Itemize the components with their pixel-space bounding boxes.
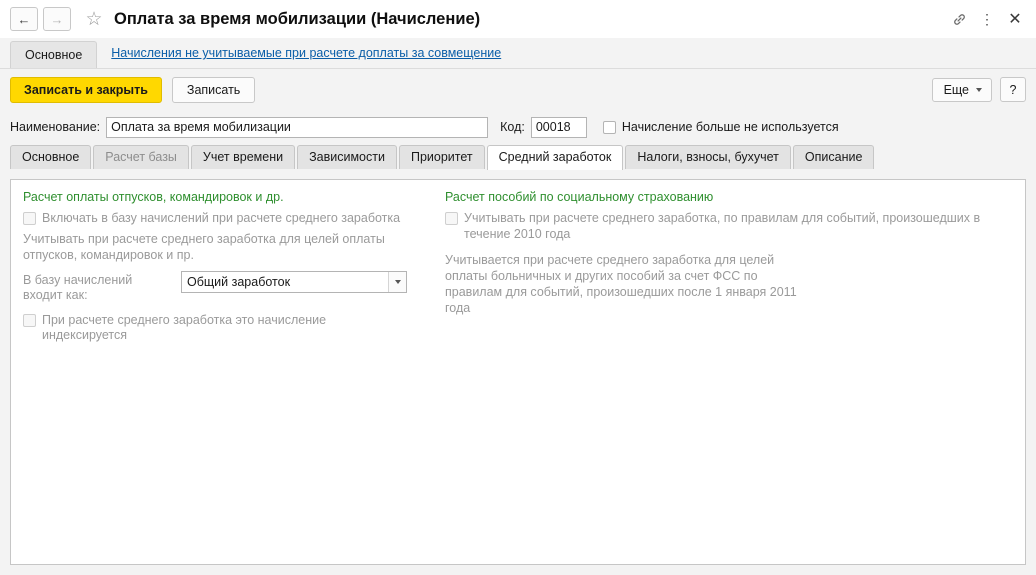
code-label: Код: — [500, 120, 525, 134]
tab-prioritet[interactable]: Приоритет — [399, 145, 485, 169]
indexation-label: При расчете среднего заработка это начисление индексируется — [42, 313, 327, 342]
name-label: Наименование: — [10, 120, 101, 134]
section-bar — [0, 38, 1036, 68]
kebab-menu-icon[interactable] — [974, 6, 1000, 32]
tab-sredniy-zarabotok[interactable]: Средний заработок — [487, 145, 624, 170]
save-button[interactable]: Записать — [172, 77, 255, 103]
link-icon[interactable] — [946, 6, 972, 32]
tab-raschet-bazy[interactable]: Расчет базы — [93, 145, 189, 169]
command-bar-right — [932, 77, 1026, 102]
caret-glyph — [395, 280, 401, 284]
checkbox-box — [23, 212, 36, 225]
checkbox-box — [445, 212, 458, 225]
right-column — [433, 190, 1013, 349]
include-in-base-label: Включать в базу начислений при расчете среднего заработка — [42, 211, 401, 225]
tab-zavisimosti[interactable]: Зависимости — [297, 145, 397, 169]
tab-strip — [0, 144, 1036, 169]
window-title: Оплата за время мобилизации (Начисление) — [114, 9, 481, 28]
more-button-label: Еще — [943, 82, 969, 97]
left-column — [23, 190, 433, 349]
chevron-down-icon — [976, 88, 982, 92]
tab-opisanie[interactable]: Описание — [793, 145, 875, 169]
command-bar — [0, 68, 1036, 110]
tab-content-panel — [10, 179, 1026, 565]
forward-button[interactable] — [43, 7, 71, 31]
left-note: Учитывать при расчете среднего заработка для целей оплаты отпусков, командировок и пр. — [23, 232, 385, 262]
help-button[interactable]: ? — [1000, 77, 1026, 102]
indexation-checkbox[interactable] — [23, 313, 433, 343]
back-button[interactable] — [10, 7, 38, 31]
code-input[interactable] — [531, 117, 587, 138]
base-inclusion-label: В базу начислений входит как: — [23, 273, 133, 302]
base-inclusion-field — [23, 271, 433, 303]
arrow-right-icon: → — [50, 11, 64, 27]
star-icon: ☆ — [85, 8, 103, 30]
not-used-checkbox[interactable] — [603, 120, 839, 134]
name-input[interactable] — [106, 117, 488, 138]
section-tab-main[interactable]: Основное — [10, 41, 97, 68]
base-inclusion-value: Общий заработок — [187, 275, 291, 289]
more-button[interactable] — [932, 78, 992, 102]
kebab-glyph: ⋮ — [980, 10, 994, 27]
title-bar — [0, 0, 1036, 38]
right-note: Учитывается при расчете среднего заработка для целей оплаты больничных и других пособий за счет ФСС по правилам для событий, произошедших после 1 января 2011 года — [445, 253, 797, 315]
close-icon[interactable] — [1002, 6, 1028, 32]
checkbox-box — [603, 121, 616, 134]
left-group-title: Расчет оплаты отпусков, командировок и др. — [23, 190, 284, 204]
chevron-down-icon[interactable] — [388, 272, 406, 292]
include-in-base-checkbox[interactable] — [23, 211, 433, 226]
right-group-title: Расчет пособий по социальному страхованию — [445, 190, 714, 204]
favorite-button[interactable] — [82, 7, 106, 31]
tab-uchet-vremeni[interactable]: Учет времени — [191, 145, 295, 169]
close-glyph: ✕ — [1008, 11, 1022, 28]
tab-nalogi-vznosy-buhuchet[interactable]: Налоги, взносы, бухучет — [625, 145, 791, 169]
title-bar-actions — [946, 6, 1028, 32]
tab-osnovnoe[interactable]: Основное — [10, 145, 91, 169]
section-link-accruals[interactable]: Начисления не учитываемые при расчете доплаты за совмещение — [111, 46, 502, 60]
name-row — [0, 110, 1036, 144]
arrow-left-icon: ← — [17, 11, 31, 27]
save-and-close-button[interactable]: Записать и закрыть — [10, 77, 162, 103]
content-columns — [11, 180, 1025, 349]
social-insurance-checkbox[interactable] — [445, 211, 1013, 242]
not-used-checkbox-label: Начисление больше не используется — [621, 120, 839, 134]
base-inclusion-select[interactable] — [181, 271, 407, 293]
social-insurance-label: Учитывать при расчете среднего заработка, по правилам для событий, произошедших в течение 2010 года — [464, 211, 981, 241]
checkbox-box — [23, 314, 36, 327]
